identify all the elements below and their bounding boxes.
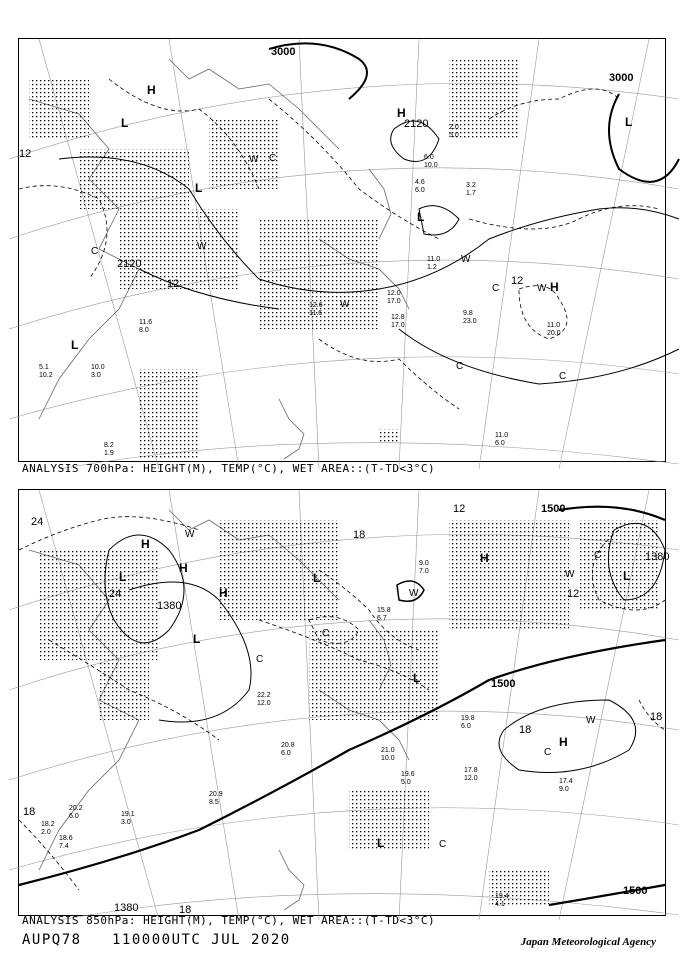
station-value: 5.1	[39, 364, 49, 371]
temp-label: 12	[19, 148, 32, 160]
system-cold-label: C	[322, 628, 330, 639]
system-low-label: L	[413, 671, 421, 685]
station-value: 10.2	[39, 372, 53, 379]
station-value: 8.0	[139, 327, 149, 334]
agency-credit: Japan Meteorological Agency	[520, 936, 656, 948]
station-value: 15.8	[377, 607, 391, 614]
station-value: 23.0	[463, 318, 477, 325]
station-value: 2.0	[449, 124, 459, 131]
system-warm-label: W	[461, 254, 471, 265]
temp-label: 18	[353, 529, 366, 541]
height-label: 1380	[157, 600, 182, 612]
station-value: 19.4	[495, 893, 509, 900]
station-value: 19.6	[401, 771, 415, 778]
system-cold-label: C	[456, 361, 464, 372]
system-low-label: L	[623, 569, 631, 583]
system-cold-label: C	[492, 283, 500, 294]
system-high-label: H	[141, 537, 150, 551]
station-value: 11.6	[309, 310, 323, 317]
height-label: 2120	[404, 118, 429, 130]
height-label: 3000	[609, 72, 634, 84]
temp-label: 12	[511, 275, 524, 287]
temp-label: 12	[567, 588, 580, 600]
station-value: 6.0	[424, 154, 434, 161]
system-warm-label: W	[565, 569, 575, 580]
station-value: 2.0	[41, 829, 51, 836]
station-value: 9.0	[419, 560, 429, 567]
system-cold-label: C	[559, 371, 567, 382]
station-value: 1.9	[104, 450, 114, 457]
station-value: 3.2	[466, 182, 476, 189]
station-value: 20.9	[209, 791, 223, 798]
system-warm-label: W	[340, 299, 350, 310]
height-label: 1380	[114, 902, 139, 914]
temp-label: 18	[650, 711, 663, 723]
system-warm-label: W	[185, 529, 195, 540]
station-value: 18.2	[41, 821, 55, 828]
station-value: 1.7	[466, 190, 476, 197]
system-low-label: L	[625, 115, 633, 129]
caption-700hpa: ANALYSIS 700hPa: HEIGHT(M), TEMP(°C), WET AREA::(T-TD<3°C)	[22, 462, 436, 475]
station-value: 19.8	[461, 715, 475, 722]
station-value: 12.0	[387, 290, 401, 297]
system-warm-label: W	[249, 154, 259, 165]
station-value: 11.0	[495, 432, 509, 439]
station-value: 3.0	[121, 819, 131, 826]
station-value: 19.1	[121, 811, 135, 818]
system-low-label: L	[313, 571, 321, 585]
station-value: 17.4	[559, 778, 573, 785]
height-label: 3000	[271, 46, 296, 58]
station-value: 5.0	[401, 779, 411, 786]
system-high-label: H	[559, 735, 568, 749]
temp-label: 18	[23, 806, 36, 818]
system-warm-label: W	[409, 588, 419, 599]
system-high-label: H	[480, 551, 489, 565]
height-label: 1380	[645, 551, 670, 563]
system-warm-label: W	[197, 241, 207, 252]
station-value: 11.6	[139, 319, 153, 326]
system-high-label: H	[219, 586, 228, 600]
station-value: 11.0	[427, 256, 441, 263]
product-id: AUPQ78	[22, 932, 82, 948]
station-value: 17.0	[391, 322, 405, 329]
station-value: 7.0	[419, 568, 429, 575]
map-850hpa-canvas	[19, 490, 670, 916]
height-label: 1500	[541, 503, 566, 515]
system-low-label: L	[193, 632, 201, 646]
station-value: 6.0	[461, 723, 471, 730]
station-value: 12.6	[309, 302, 323, 309]
system-cold-label: C	[91, 246, 99, 257]
station-value: 17.8	[464, 767, 478, 774]
system-warm-label: W	[586, 715, 596, 726]
wet-areas	[29, 59, 519, 459]
station-value: 6.0	[495, 440, 505, 447]
map-700hpa	[18, 38, 666, 462]
system-high-label: H	[179, 561, 188, 575]
temp-label: 24	[109, 588, 122, 600]
station-value: 3.0	[91, 372, 101, 379]
station-value: 9.8	[463, 310, 473, 317]
system-low-label: L	[195, 181, 203, 195]
system-cold-label: C	[544, 747, 552, 758]
station-value: 10.0	[91, 364, 105, 371]
station-value: 10.0	[381, 755, 395, 762]
system-high-label: H	[397, 106, 406, 120]
station-value: 6.7	[377, 615, 387, 622]
station-value: 1.2	[427, 264, 437, 271]
height-label: 2120	[117, 258, 142, 270]
height-label: 1500	[491, 678, 516, 690]
station-value: 12.0	[464, 775, 478, 782]
station-value: 17.0	[387, 298, 401, 305]
system-cold-label: C	[269, 153, 277, 164]
system-low-label: L	[377, 836, 385, 850]
station-value: 7.4	[59, 843, 69, 850]
station-value: 12.8	[391, 314, 405, 321]
height-label: 1500	[623, 885, 648, 897]
system-warm-label: W	[537, 283, 547, 294]
station-value: 18.6	[59, 835, 73, 842]
station-value: 20.8	[281, 742, 295, 749]
station-value: 12.0	[257, 700, 271, 707]
station-value: 22.2	[257, 692, 271, 699]
station-value: 10.0	[424, 162, 438, 169]
station-value: 11.0	[547, 322, 561, 329]
temp-label: 18	[519, 724, 532, 736]
temp-label: 24	[31, 516, 44, 528]
station-value: 8.2	[104, 442, 114, 449]
system-low-label: L	[417, 210, 425, 224]
system-low-label: L	[121, 116, 129, 130]
map-700hpa-canvas	[19, 39, 665, 461]
station-value: 4.6	[415, 179, 425, 186]
system-low-label: L	[71, 338, 79, 352]
station-value: 9.0	[559, 786, 569, 793]
station-value: 20.2	[69, 805, 83, 812]
station-value: 6.0	[281, 750, 291, 757]
system-cold-label: C	[594, 550, 602, 561]
station-value: 6.0	[415, 187, 425, 194]
system-cold-label: C	[439, 839, 447, 850]
valid-time: 110000UTC JUL 2020	[112, 932, 291, 948]
system-cold-label: C	[256, 654, 264, 665]
station-value: 6.0	[69, 813, 79, 820]
map-850hpa	[18, 489, 670, 916]
station-value: 8.5	[209, 799, 219, 806]
station-value: 5.0	[449, 132, 459, 139]
station-value: 20.0	[547, 330, 561, 337]
temp-label: 18	[179, 904, 192, 916]
temp-label: 12	[453, 503, 466, 515]
system-high-label: H	[147, 83, 156, 97]
temp-label: 12	[167, 278, 180, 290]
station-value: 21.0	[381, 747, 395, 754]
system-high-label: H	[550, 280, 559, 294]
station-value: 4.1	[495, 901, 505, 908]
caption-850hpa: ANALYSIS 850hPa: HEIGHT(M), TEMP(°C), WET AREA::(T-TD<3°C)	[22, 914, 436, 927]
system-low-label: L	[119, 570, 127, 584]
